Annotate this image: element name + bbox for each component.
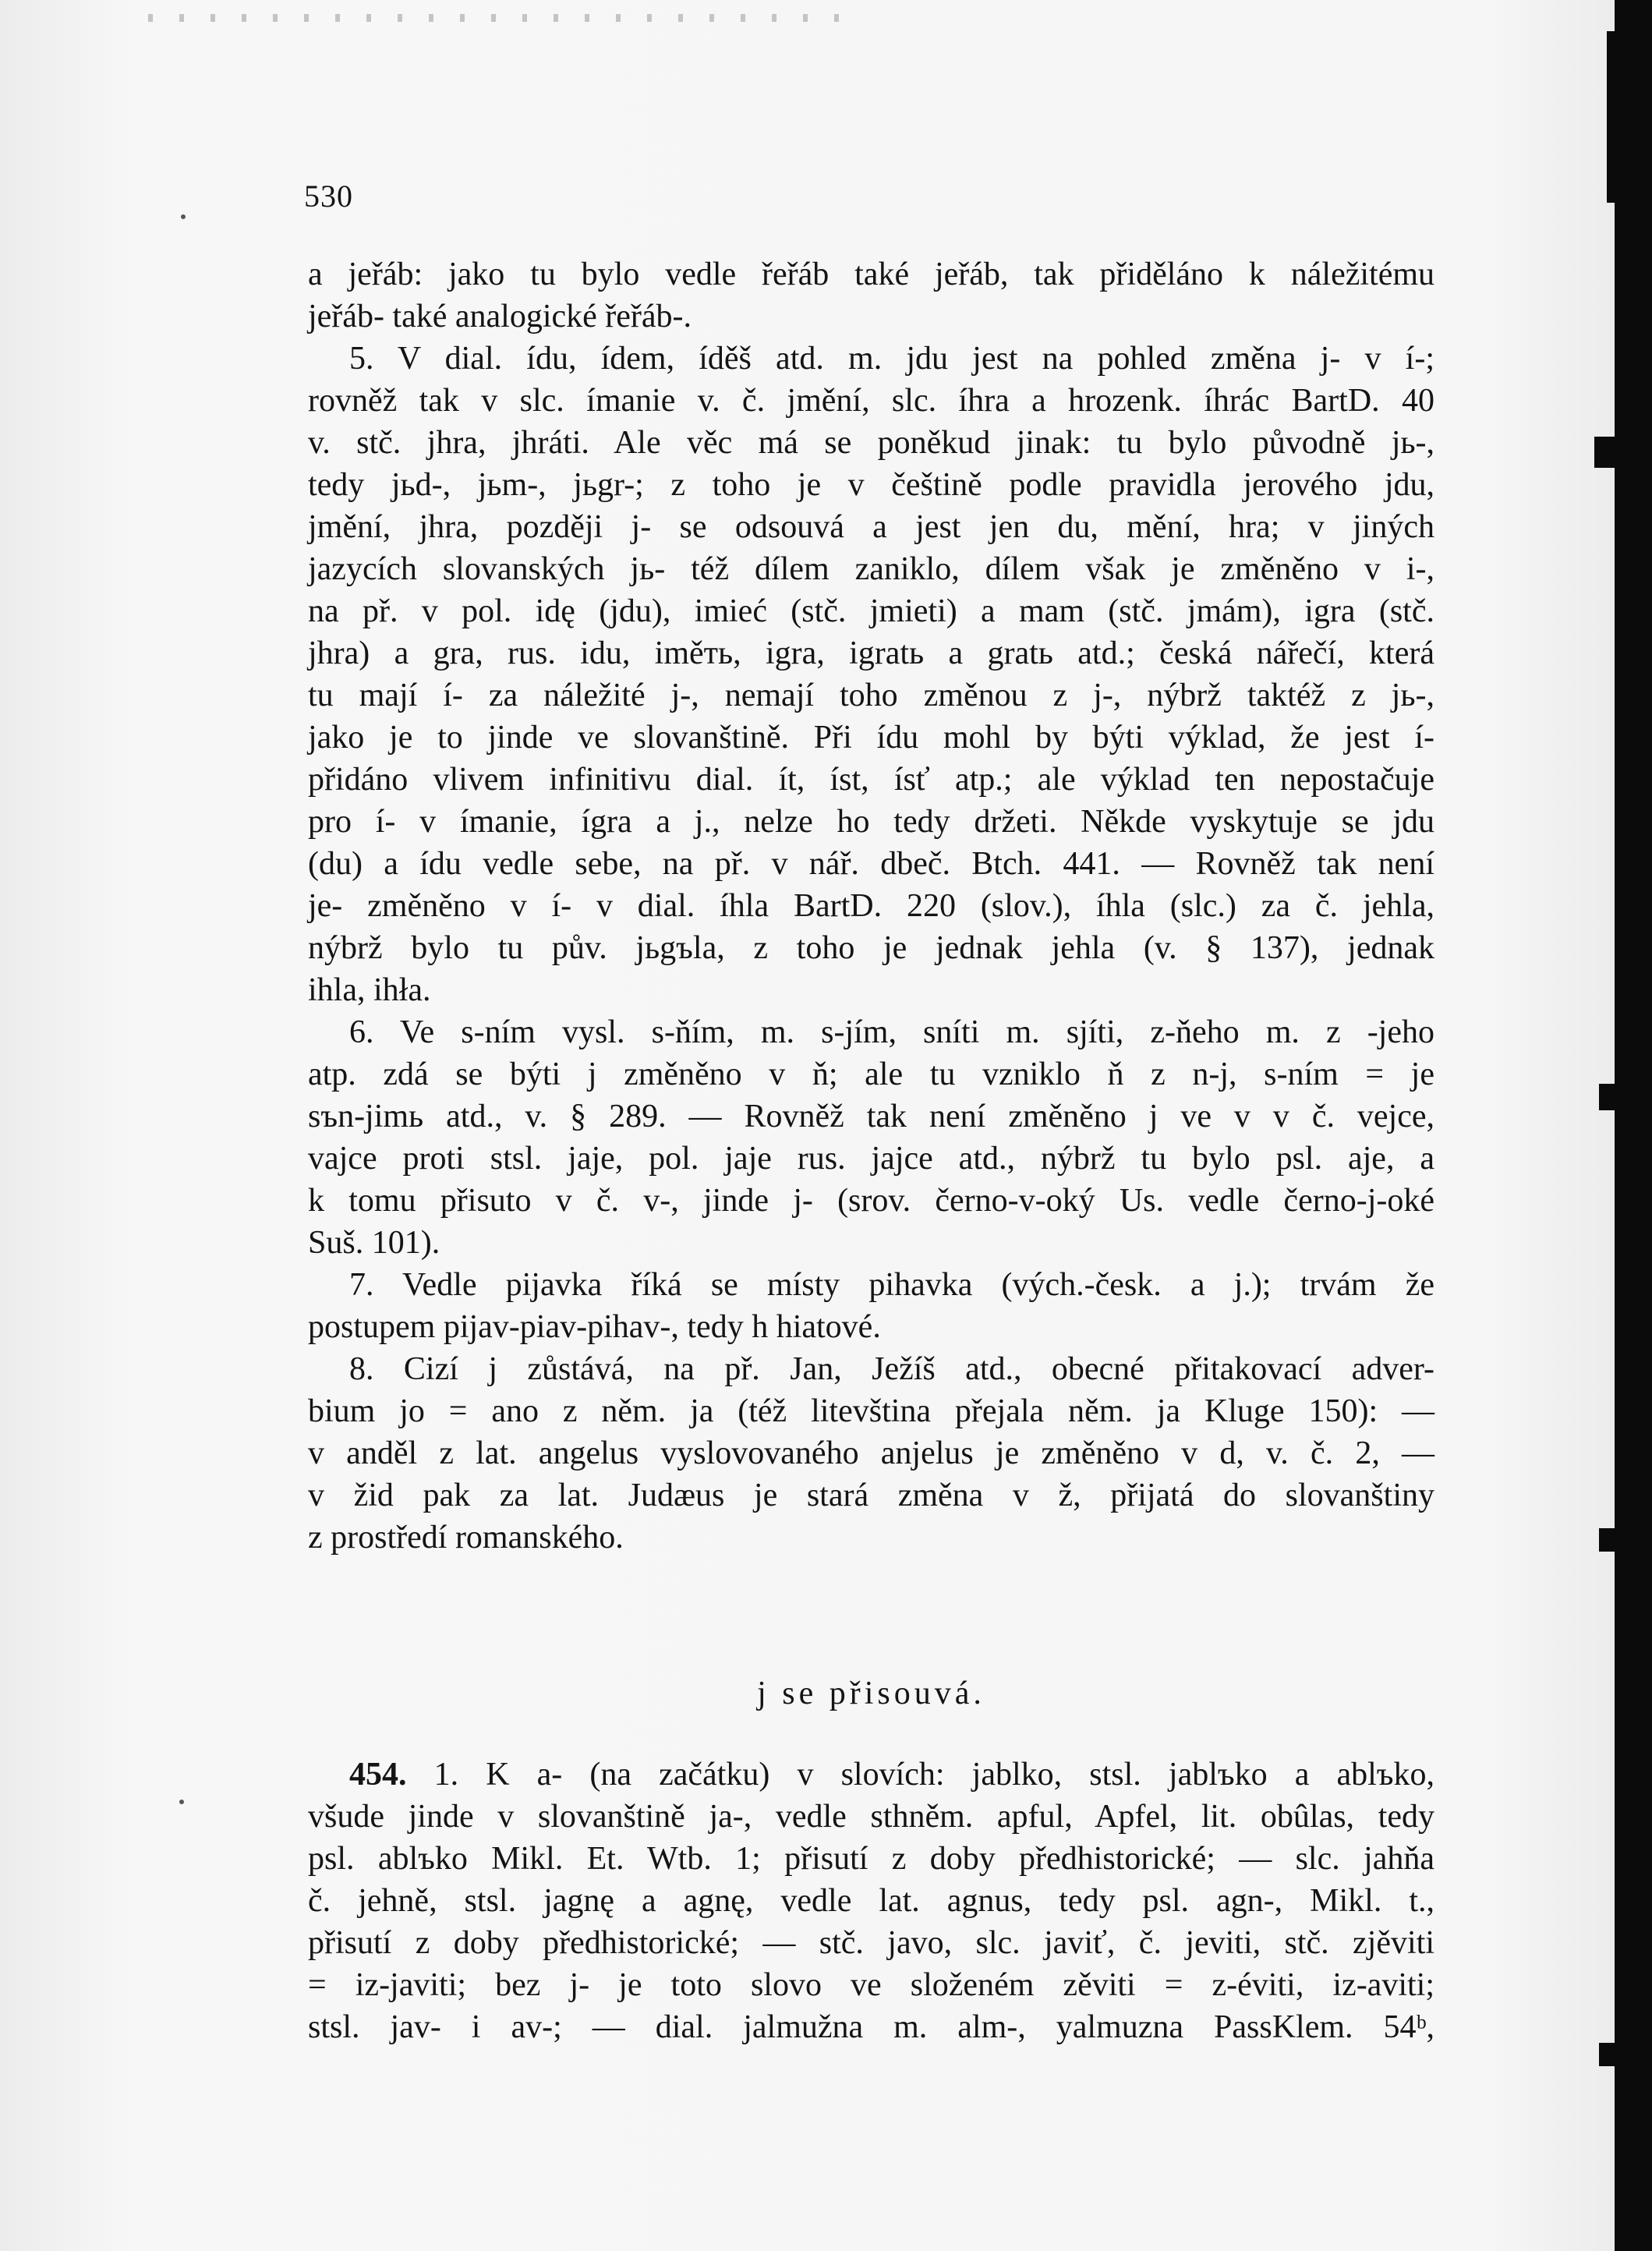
paragraph: [308, 1264, 1434, 1348]
text-line: stsl. jav- i av-; — dial. jalmužna m. alm-, yalmuzna PassKlem. 54ᵇ,: [308, 2009, 1434, 2045]
scan-noise-top: [148, 14, 850, 22]
text-line: 5. V dial. ídu, ídem, íděš atd. m. jdu jest na pohled změna j- v í-;: [349, 341, 1434, 377]
text-line: jazycích slovanských jь- též dílem zaniklo, dílem však je změněno v i-,: [308, 551, 1434, 587]
text-line: přisutí z doby předhistorické; — stč. javo, slc. javiť, č. jeviti, stč. zjěviti: [308, 1925, 1434, 1961]
text-line: 8. Cizí j zůstává, na př. Jan, Ježíš atd., obecné přitakovací adver-: [349, 1351, 1434, 1387]
edge-mark: [1599, 2043, 1616, 2066]
text-line: nýbrž bylo tu pův. jьgъla, z toho je jednak jehla (v. § 137), jednak: [308, 930, 1434, 966]
text-line: vajce proti stsl. jaje, pol. jaje rus. jajce atd., nýbrž tu bylo psl. aje, a: [308, 1141, 1434, 1177]
text-line: pro í- v ímanie, ígra a j., nelze ho tedy držeti. Někde vyskytuje se jdu: [308, 804, 1434, 840]
text-line: z prostředí romanského.: [308, 1520, 624, 1556]
page-number: 530: [304, 179, 353, 214]
scan-speck: [179, 1800, 184, 1804]
paragraph-number: 454.: [349, 1757, 407, 1793]
text-line: = iz-javiti; bez j- je toto slovo ve složeném zěviti = z-éviti, iz-aviti;: [308, 1967, 1434, 2003]
text-line: sъn-jimь atd., v. § 289. — Rovněž tak není změněno j ve v v č. vejce,: [308, 1099, 1434, 1134]
scan-speck: [181, 214, 186, 219]
paragraph: [308, 1348, 1434, 1559]
text-line: Suš. 101).: [308, 1225, 440, 1261]
text-line: jeřáb- také analogické řeřáb-.: [308, 299, 692, 334]
text-line: rovněž tak v slc. ímanie v. č. jmění, slc. íhra a hrozenk. íhrác BartD. 40: [308, 383, 1434, 419]
text-line: 6. Ve s-ním vysl. s-ňím, m. s-jím, sníti m. sjíti, z-ňeho m. z -jeho: [349, 1014, 1434, 1050]
scan-right-edge: [1615, 0, 1652, 2251]
section-heading: j se přisouvá.: [757, 1676, 985, 1711]
section-gap: [308, 1715, 1434, 1754]
text-line: jmění, jhra, později j- se odsouvá a jest jen du, mění, hra; v jiných: [308, 509, 1434, 545]
text-line: bium jo = ano z něm. ja (též litevština přejala něm. ja Kluge 150): —: [308, 1393, 1434, 1429]
edge-mark: [1607, 31, 1621, 203]
text-line: 7. Vedle pijavka říká se místy pihavka (vých.-česk. a j.); trvám že: [349, 1267, 1434, 1303]
text-line: jhra) a gra, rus. idu, iměть, igra, igratь a gratь atd.; česká nářečí, která: [308, 635, 1434, 671]
text-line: k tomu přisuto v č. v-, jinde j- (srov. černo-v-oký Us. vedle černo-j-oké: [308, 1183, 1434, 1219]
text-line: přidáno vlivem infinitivu dial. ít, íst, ísť atp.; ale výklad ten nepostačuje: [308, 762, 1434, 798]
text-line: je- změněno v í- v dial. íhla BartD. 220 (slov.), íhla (slc.) za č. jehla,: [308, 888, 1434, 924]
paragraph: [308, 253, 1434, 338]
text-line: na př. v pol. idę (jdu), imieć (stč. jmieti) a mam (stč. jmám), igra (stč.: [308, 593, 1434, 629]
text-line: v. stč. jhra, jhráti. Ale věc má se poněkud jinak: tu bylo původně jь-,: [308, 425, 1434, 461]
page-text: [308, 253, 1434, 2048]
text-line: tedy jьd-, jьm-, jьgr-; z toho je v češtině podle pravidla jerového jdu,: [308, 467, 1434, 503]
text-line: postupem pijav-piav-pihav-, tedy h hiatové.: [308, 1309, 881, 1345]
section-gap: [308, 1559, 1434, 1672]
edge-mark: [1594, 437, 1618, 468]
text-line: v anděl z lat. angelus vyslovovaného anjelus je změněno v d, v. č. 2, —: [308, 1435, 1434, 1471]
edge-mark: [1599, 1528, 1616, 1552]
text-line: [308, 1754, 1434, 1796]
paragraph: [308, 1011, 1434, 1264]
text-line: psl. ablъko Mikl. Et. Wtb. 1; přisutí z doby předhistorické; — slc. jahňa: [308, 1841, 1434, 1877]
text-line: jako je to jinde ve slovanštině. Při ídu mohl by býti výklad, že jest í-: [308, 720, 1434, 756]
text-line: ihla, ihła.: [308, 972, 431, 1008]
text-line: tu mají í- za náležité j-, nemají toho změnou z j-, nýbrž taktéž z jь-,: [308, 678, 1434, 713]
text-line: (du) a ídu vedle sebe, na př. v nář. dbeč. Btch. 441. — Rovněž tak není: [308, 846, 1434, 882]
paragraph: [308, 338, 1434, 1011]
text-line-content: 1. K a- (na začátku) v slovích: jablko, stsl. jablъko a ablъko,: [433, 1757, 1434, 1793]
text-line: a jeřáb: jako tu bylo vedle řeřáb také jeřáb, tak přiděláno k náležitému: [308, 257, 1434, 292]
text-line: atp. zdá se býti j změněno v ň; ale tu vzniklo ň z n-j, s-ním = je: [308, 1056, 1434, 1092]
text-line: č. jehně, stsl. jagnę a agnę, vedle lat. agnus, tedy psl. agn-, Mikl. t.,: [308, 1883, 1434, 1919]
section-paragraph: [308, 1754, 1434, 2048]
edge-mark: [1599, 1084, 1616, 1110]
text-line: v žid pak za lat. Judæus je stará změna v ž, přijatá do slovanštiny: [308, 1478, 1434, 1513]
text-line: všude jinde v slovanštině ja-, vedle sthněm. apful, Apfel, lit. obûlas, tedy: [308, 1799, 1434, 1835]
